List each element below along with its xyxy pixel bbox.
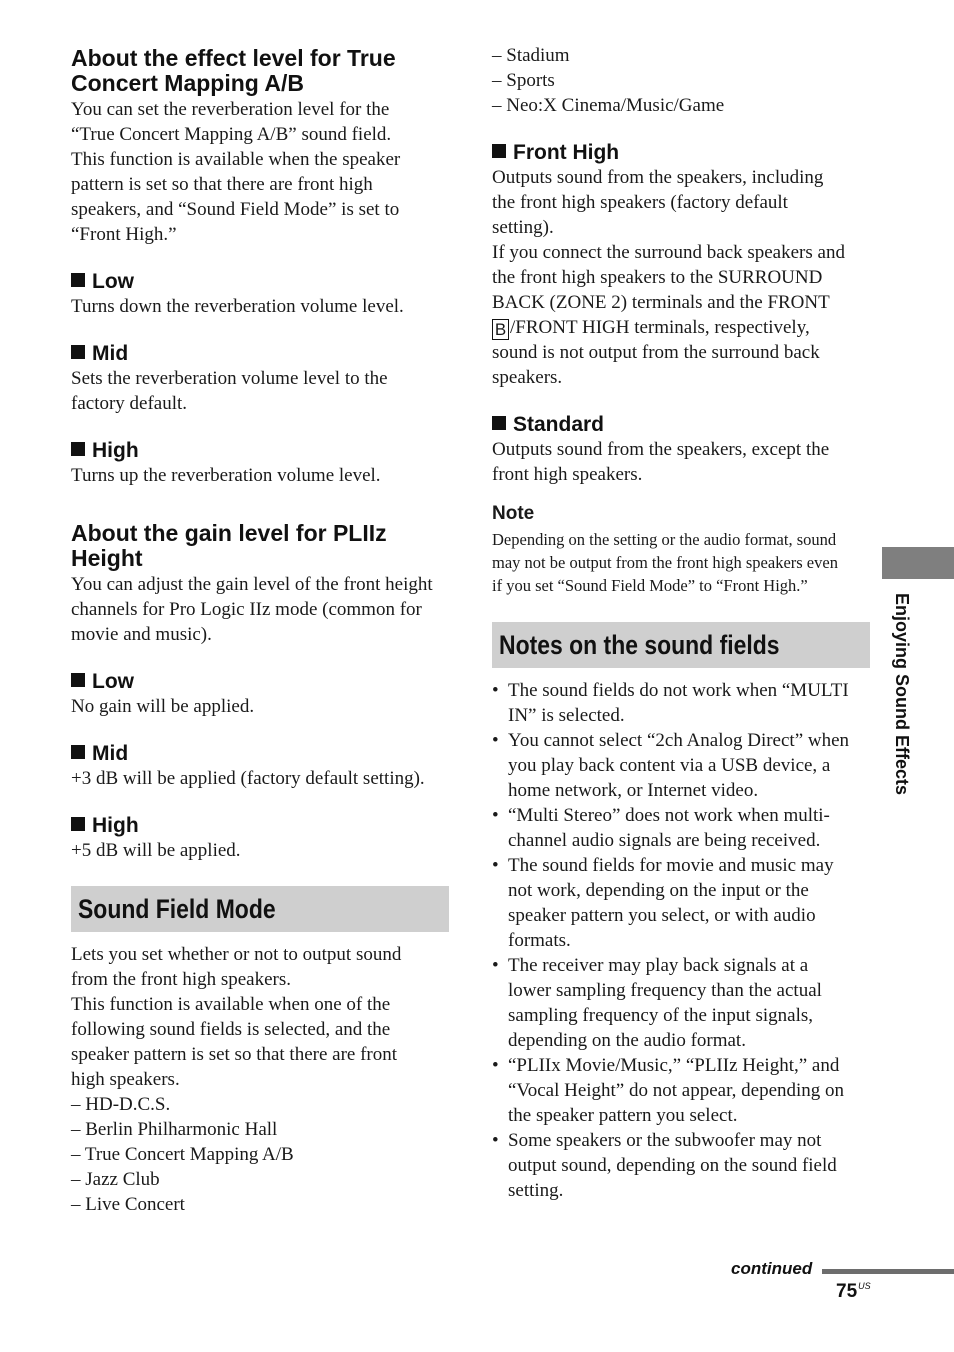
text-line: B /FRONT HIGH terminals, respectively, bbox=[492, 315, 870, 340]
text-line: front high speakers. bbox=[492, 464, 643, 485]
list-item: – Neo:X Cinema/Music/Game bbox=[492, 95, 725, 116]
list-item: – True Concert Mapping A/B bbox=[71, 1144, 294, 1165]
gain-level-heading: About the gain level for PLIIz Height bbox=[71, 520, 387, 571]
text-line: movie and music). bbox=[71, 624, 212, 645]
text-line: speakers. bbox=[492, 367, 563, 388]
page-number: $75^{US}$ bbox=[836, 1281, 871, 1302]
terminal-b-box: B bbox=[492, 319, 509, 340]
front-high-text bbox=[492, 165, 870, 390]
text-line: following sound fields is selected, and the bbox=[71, 1019, 391, 1040]
text-line: the front high speakers (factory default bbox=[492, 192, 788, 213]
bullet-square-icon bbox=[71, 673, 85, 687]
text-line: channels for Pro Logic IIz mode (common for bbox=[71, 599, 422, 620]
list-item: • “PLIIx Movie/Music,” “PLIIz Height,” and “Vocal Height” do not appear, depending on the speaker pattern you select. bbox=[492, 1053, 870, 1128]
text-line: Lets you set whether or not to output sound bbox=[71, 944, 402, 965]
option-text: +3 dB will be applied (factory default setting). bbox=[71, 768, 425, 789]
option-text: Sets the reverberation volume level to the bbox=[71, 368, 388, 389]
bullet-square-icon bbox=[71, 817, 85, 831]
option-text: factory default. bbox=[71, 393, 188, 414]
option-text: Turns down the reverberation volume level. bbox=[71, 296, 404, 317]
list-item: • “Multi Stereo” does not work when multi- channel audio signals are being received. bbox=[492, 803, 870, 853]
note-label: Note bbox=[492, 503, 535, 524]
text-line: You can adjust the gain level of the front height bbox=[71, 574, 433, 595]
sound-field-list bbox=[71, 1092, 449, 1217]
list-item: • The sound fields do not work when “MULTI IN” is selected. bbox=[492, 678, 870, 728]
text-line: If you connect the surround back speakers and bbox=[492, 242, 845, 263]
notes-sound-fields-band: Notes on the sound fields bbox=[492, 622, 870, 668]
list-item: – Live Concert bbox=[71, 1194, 185, 1215]
footer-rule bbox=[822, 1269, 954, 1274]
chapter-tab bbox=[882, 547, 954, 579]
note-text bbox=[492, 528, 870, 597]
note-line: Depending on the setting or the audio format, sound bbox=[492, 530, 837, 549]
option-text: No gain will be applied. bbox=[71, 696, 255, 717]
list-item: • The sound fields for movie and music may not work, depending on the input or the speaker pattern you select, or with audio formats. bbox=[492, 853, 870, 953]
text-line: “True Concert Mapping A/B” sound field. bbox=[71, 124, 392, 145]
option-mid-heading: Mid bbox=[71, 342, 449, 366]
list-item: – Jazz Club bbox=[71, 1169, 160, 1190]
chapter-tab-label: Enjoying Sound Effects bbox=[892, 593, 912, 796]
text-line: speakers, and “Sound Field Mode” is set to bbox=[71, 199, 400, 220]
sound-field-mode-intro bbox=[71, 942, 449, 1092]
left-column bbox=[71, 40, 449, 1217]
list-item: – Stadium bbox=[492, 45, 570, 66]
gain-low-heading: Low bbox=[71, 670, 449, 694]
list-item: – Berlin Philharmonic Hall bbox=[71, 1119, 278, 1140]
text-line: You can set the reverberation level for the bbox=[71, 99, 390, 120]
right-column bbox=[492, 43, 870, 1203]
text-line: Outputs sound from the speakers, including bbox=[492, 167, 824, 188]
text-line: the front high speakers to the SURROUND bbox=[492, 267, 823, 288]
bullet-square-icon bbox=[71, 273, 85, 287]
text-line: BACK (ZONE 2) terminals and the FRONT bbox=[492, 292, 830, 313]
sound-field-list-continued bbox=[492, 43, 870, 118]
text-line: high speakers. bbox=[71, 1069, 180, 1090]
bullet-square-icon bbox=[492, 416, 506, 430]
text-line: “Front High.” bbox=[71, 224, 177, 245]
list-item: • You cannot select “2ch Analog Direct” when you play back content via a USB device, a home network, or Internet video. bbox=[492, 728, 870, 803]
text-line: This function is available when the speaker bbox=[71, 149, 401, 170]
gain-high-heading: High bbox=[71, 814, 449, 838]
standard-heading: Standard bbox=[492, 413, 870, 437]
continued-label: continued bbox=[731, 1259, 813, 1278]
text-line: sound is not output from the surround back bbox=[492, 342, 820, 363]
text-line: Outputs sound from the speakers, except the bbox=[492, 439, 830, 460]
note-line: may not be output from the front high speakers even bbox=[492, 553, 838, 572]
list-item: • The receiver may play back signals at a lower sampling frequency than the actual sampling frequency of the input signals, depending on the audio format. bbox=[492, 953, 870, 1053]
text-line: from the front high speakers. bbox=[71, 969, 292, 990]
option-text: Turns up the reverberation volume level. bbox=[71, 465, 381, 486]
sound-field-mode-band: Sound Field Mode bbox=[71, 886, 449, 932]
text-line: speaker pattern is set so that there are front bbox=[71, 1044, 398, 1065]
effect-level-intro bbox=[71, 97, 449, 247]
list-item: • Some speakers or the subwoofer may not output sound, depending on the sound field setting. bbox=[492, 1128, 870, 1203]
option-text: +5 dB will be applied. bbox=[71, 840, 241, 861]
text-line: This function is available when one of the bbox=[71, 994, 391, 1015]
note-line: if you set “Sound Field Mode” to “Front High.” bbox=[492, 576, 808, 595]
bullet-square-icon bbox=[492, 144, 506, 158]
text-line: setting). bbox=[492, 217, 554, 238]
text-line: pattern is set so that there are front high bbox=[71, 174, 373, 195]
gain-level-intro bbox=[71, 572, 449, 647]
list-item: – Sports bbox=[492, 70, 555, 91]
bullet-square-icon bbox=[71, 745, 85, 759]
option-high-heading: High bbox=[71, 439, 449, 463]
option-low-heading: Low bbox=[71, 270, 449, 294]
bullet-square-icon bbox=[71, 442, 85, 456]
effect-level-heading: About the effect level for True Concert Mapping A/B bbox=[71, 45, 396, 96]
notes-bullet-list bbox=[492, 678, 870, 1203]
gain-mid-heading: Mid bbox=[71, 742, 449, 766]
bullet-square-icon bbox=[71, 345, 85, 359]
front-high-heading: Front High bbox=[492, 141, 870, 165]
list-item: – HD-D.C.S. bbox=[71, 1094, 171, 1115]
